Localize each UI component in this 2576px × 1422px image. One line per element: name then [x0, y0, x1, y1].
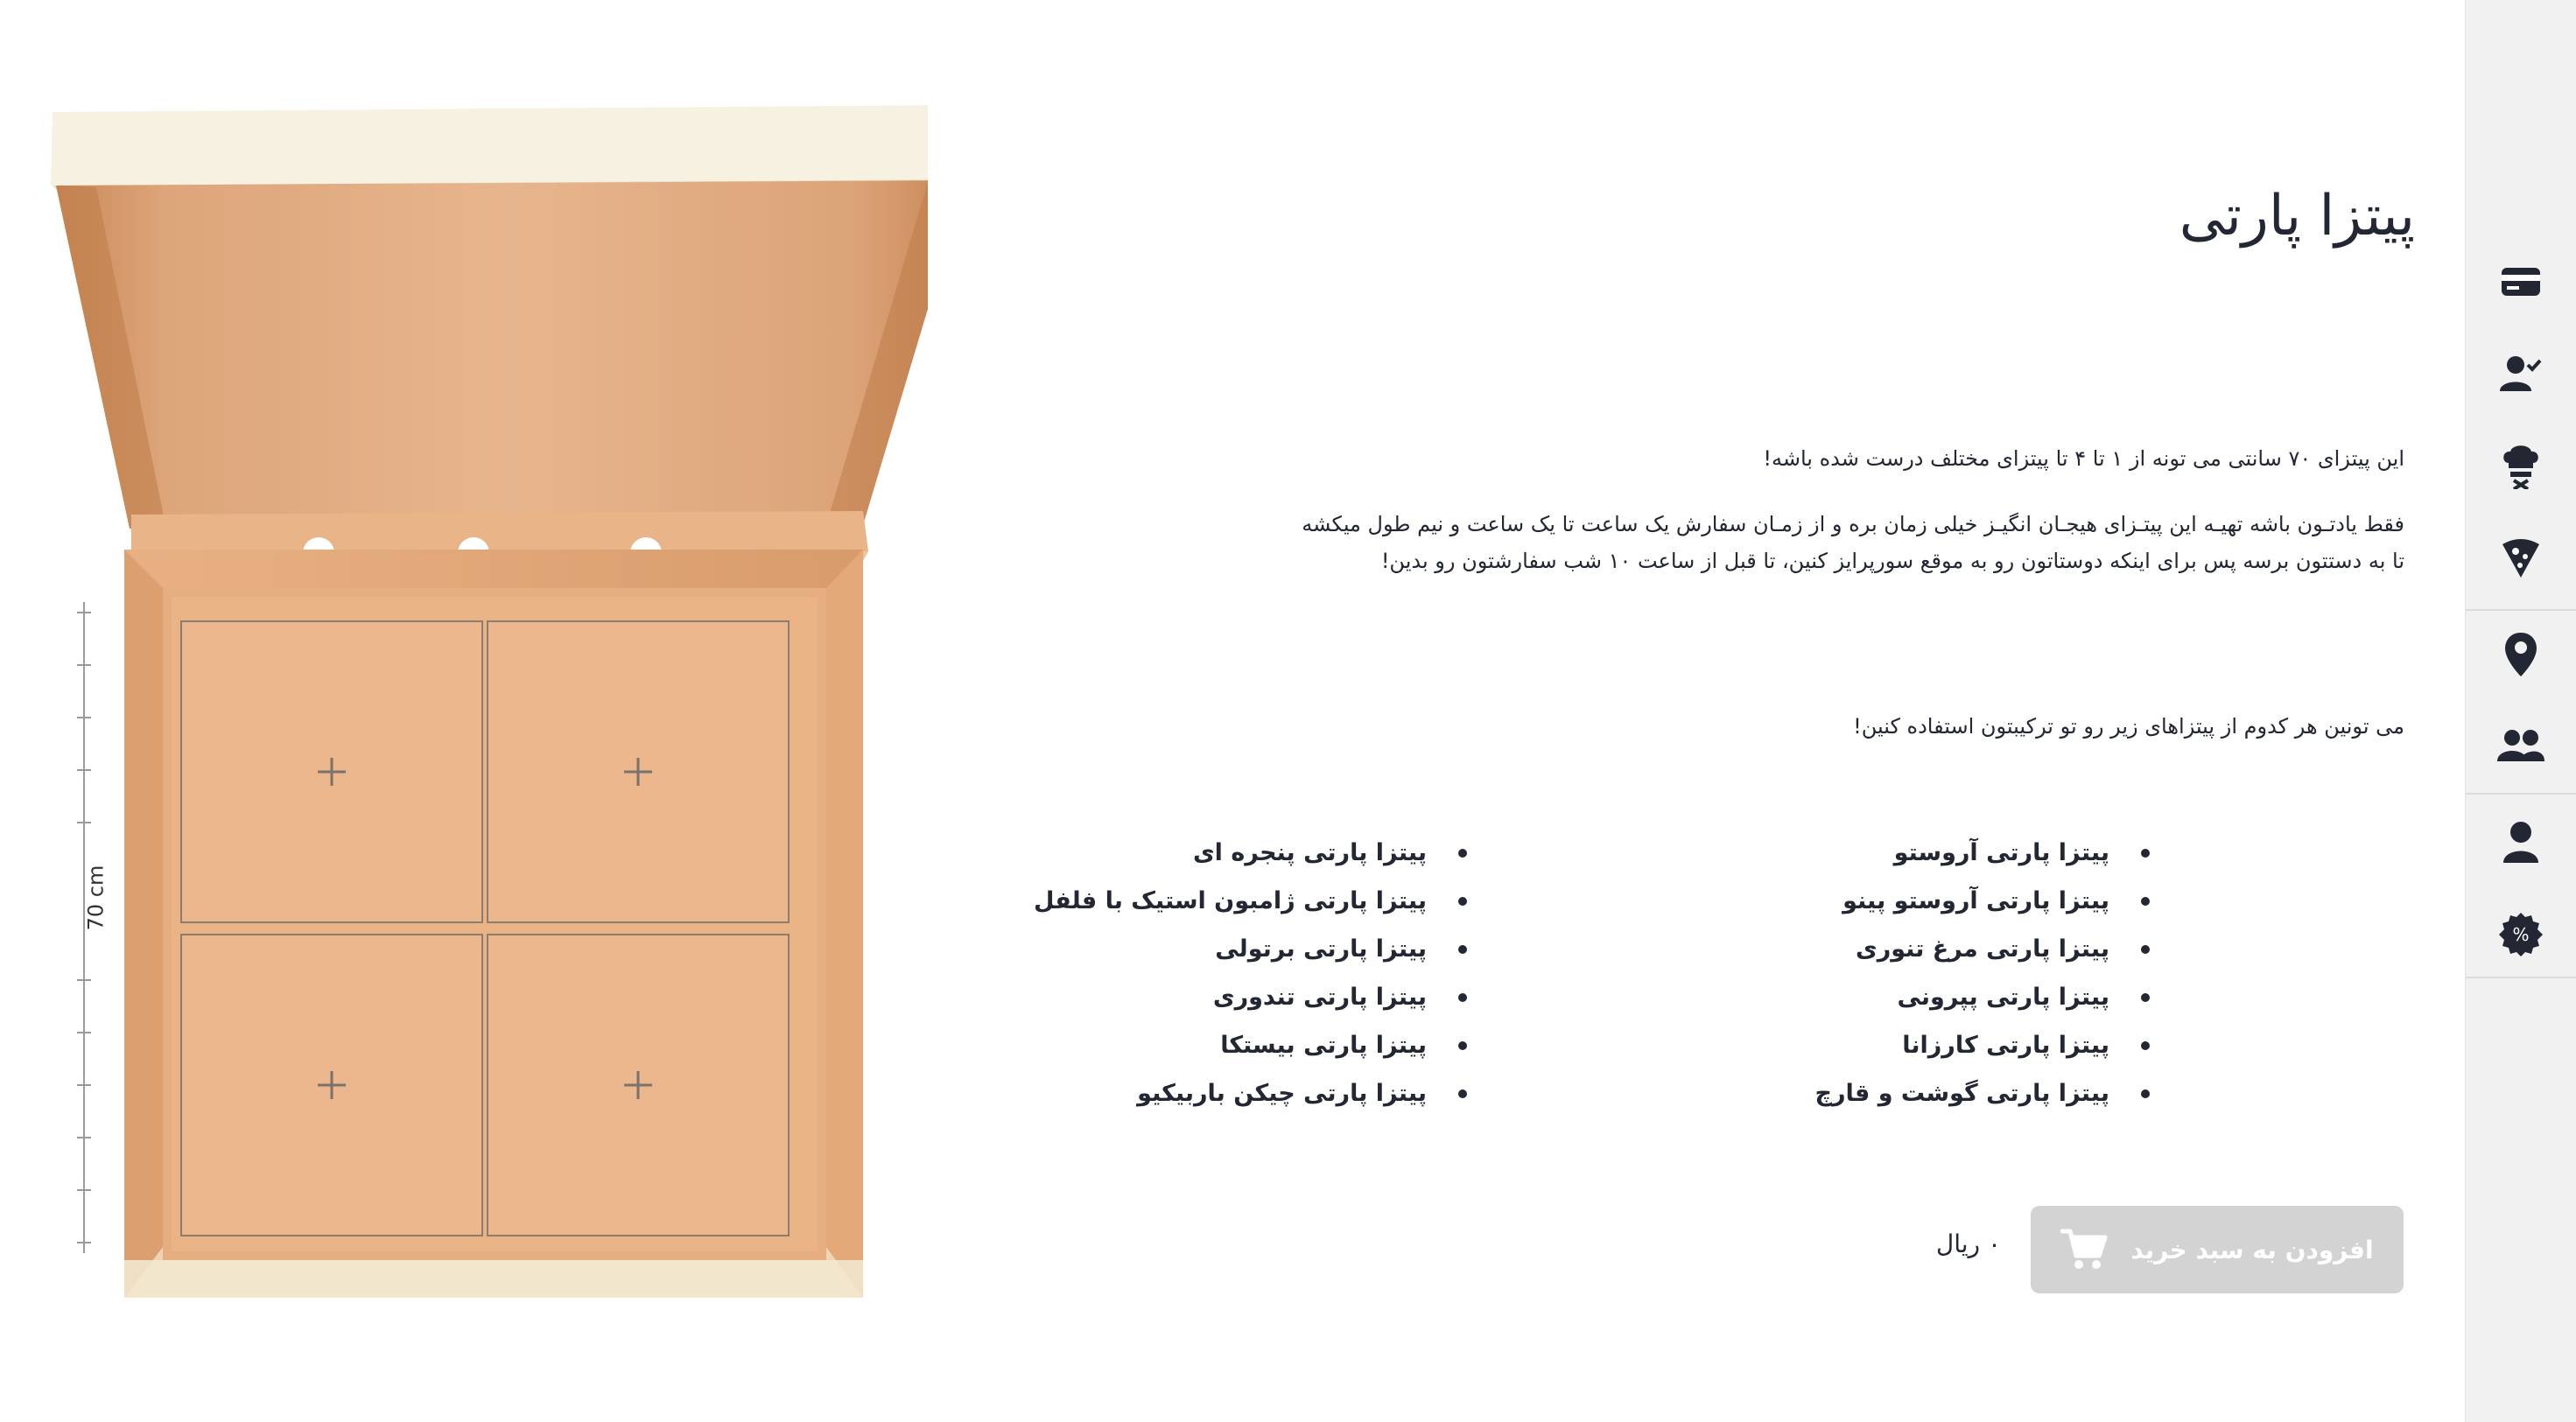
list-item: پیتزا پارتی ژامبون استیک با فلفل — [1034, 877, 1467, 925]
bullet-icon — [2141, 1089, 2150, 1098]
list-item: پیتزا پارتی مرغ تنوری — [1815, 925, 2150, 973]
list-item: پیتزا پارتی برتولی — [1034, 925, 1467, 973]
bullet-icon — [2141, 897, 2150, 906]
sidebar-divider — [2466, 977, 2576, 978]
bullet-icon — [2141, 945, 2150, 954]
pizza-slice-icon[interactable] — [2495, 532, 2547, 585]
bullet-icon — [1458, 1041, 1467, 1050]
bullet-icon — [2141, 849, 2150, 858]
box-size-label: 70 cm — [83, 865, 109, 931]
plus-icon — [621, 1068, 656, 1103]
product-description-timing: فقط یادتـون باشه تهیـه این پیتـزای هیجـان انگیـز خیلی زمان بره و از زمـان سفارش یک ساعت تا یک ساعت و نیم طول میکشه تا به دستتون برسه پس برای اینکه دوستاتون رو به موقع سورپرایز کنین، تا قبل از ساعت ۱۰ شب سفارشتون رو بدین! — [1302, 512, 2404, 573]
pizza-box-illustration — [0, 0, 928, 1351]
bullet-icon — [1458, 1089, 1467, 1098]
product-description-combo: می تونین هر کدوم از پیتزاهای زیر رو تو ترکیبتون استفاده کنین! — [1853, 714, 2404, 739]
product-title: پیتزا پارتی — [2179, 184, 2415, 249]
pizza-options-list-left — [1034, 829, 1467, 1117]
bullet-icon — [1458, 849, 1467, 858]
add-to-cart-button[interactable] — [2031, 1206, 2404, 1293]
pizza-slot-top-right[interactable] — [487, 620, 790, 923]
list-item: پیتزا پارتی کارزانا — [1815, 1021, 2150, 1069]
bullet-icon — [1458, 897, 1467, 906]
credit-card-icon[interactable] — [2495, 256, 2547, 308]
bullet-icon — [2141, 1041, 2150, 1050]
product-description-size: این پیتزای ۷۰ سانتی می تونه از ۱ تا ۴ تا پیتزای مختلف درست شده باشه! — [1763, 446, 2404, 471]
bullet-icon — [1458, 945, 1467, 954]
plus-icon — [314, 1068, 349, 1103]
group-icon[interactable] — [2495, 719, 2547, 772]
plus-icon — [621, 754, 656, 789]
pizza-slot-bottom-left[interactable] — [180, 934, 483, 1236]
list-item: پیتزا پارتی پنجره ای — [1034, 829, 1467, 877]
user-icon[interactable] — [2495, 816, 2547, 869]
sidebar-divider — [2466, 793, 2576, 795]
svg-text:%: % — [2512, 924, 2530, 945]
discount-badge-icon[interactable] — [2495, 908, 2547, 961]
plus-icon — [314, 754, 349, 789]
bullet-icon — [1458, 993, 1467, 1002]
pizza-slot-bottom-right[interactable] — [487, 934, 790, 1236]
list-item: پیتزا پارتی آروستو — [1815, 829, 2150, 877]
pizza-options-list-right — [1815, 829, 2150, 1117]
list-item: پیتزا پارتی چیکن باربیکیو — [1034, 1069, 1467, 1117]
list-item: پیتزا پارتی بیستکا — [1034, 1021, 1467, 1069]
icon-sidebar — [2465, 0, 2576, 1422]
cart-icon — [2060, 1228, 2108, 1271]
user-check-icon[interactable] — [2495, 347, 2547, 400]
pizza-slot-top-left[interactable] — [180, 620, 483, 923]
product-price: ۰ ریال — [1935, 1229, 2001, 1258]
list-item: پیتزا پارتی گوشت و قارچ — [1815, 1069, 2150, 1117]
chef-icon[interactable] — [2495, 440, 2547, 493]
list-item: پیتزا پارتی پپرونی — [1815, 973, 2150, 1021]
sidebar-divider — [2466, 609, 2576, 611]
location-pin-icon[interactable] — [2495, 628, 2547, 681]
list-item: پیتزا پارتی تندوری — [1034, 973, 1467, 1021]
list-item: پیتزا پارتی آروستو پینو — [1815, 877, 2150, 925]
bullet-icon — [2141, 993, 2150, 1002]
add-to-cart-label: افزودن به سبد خرید — [2130, 1235, 2374, 1264]
